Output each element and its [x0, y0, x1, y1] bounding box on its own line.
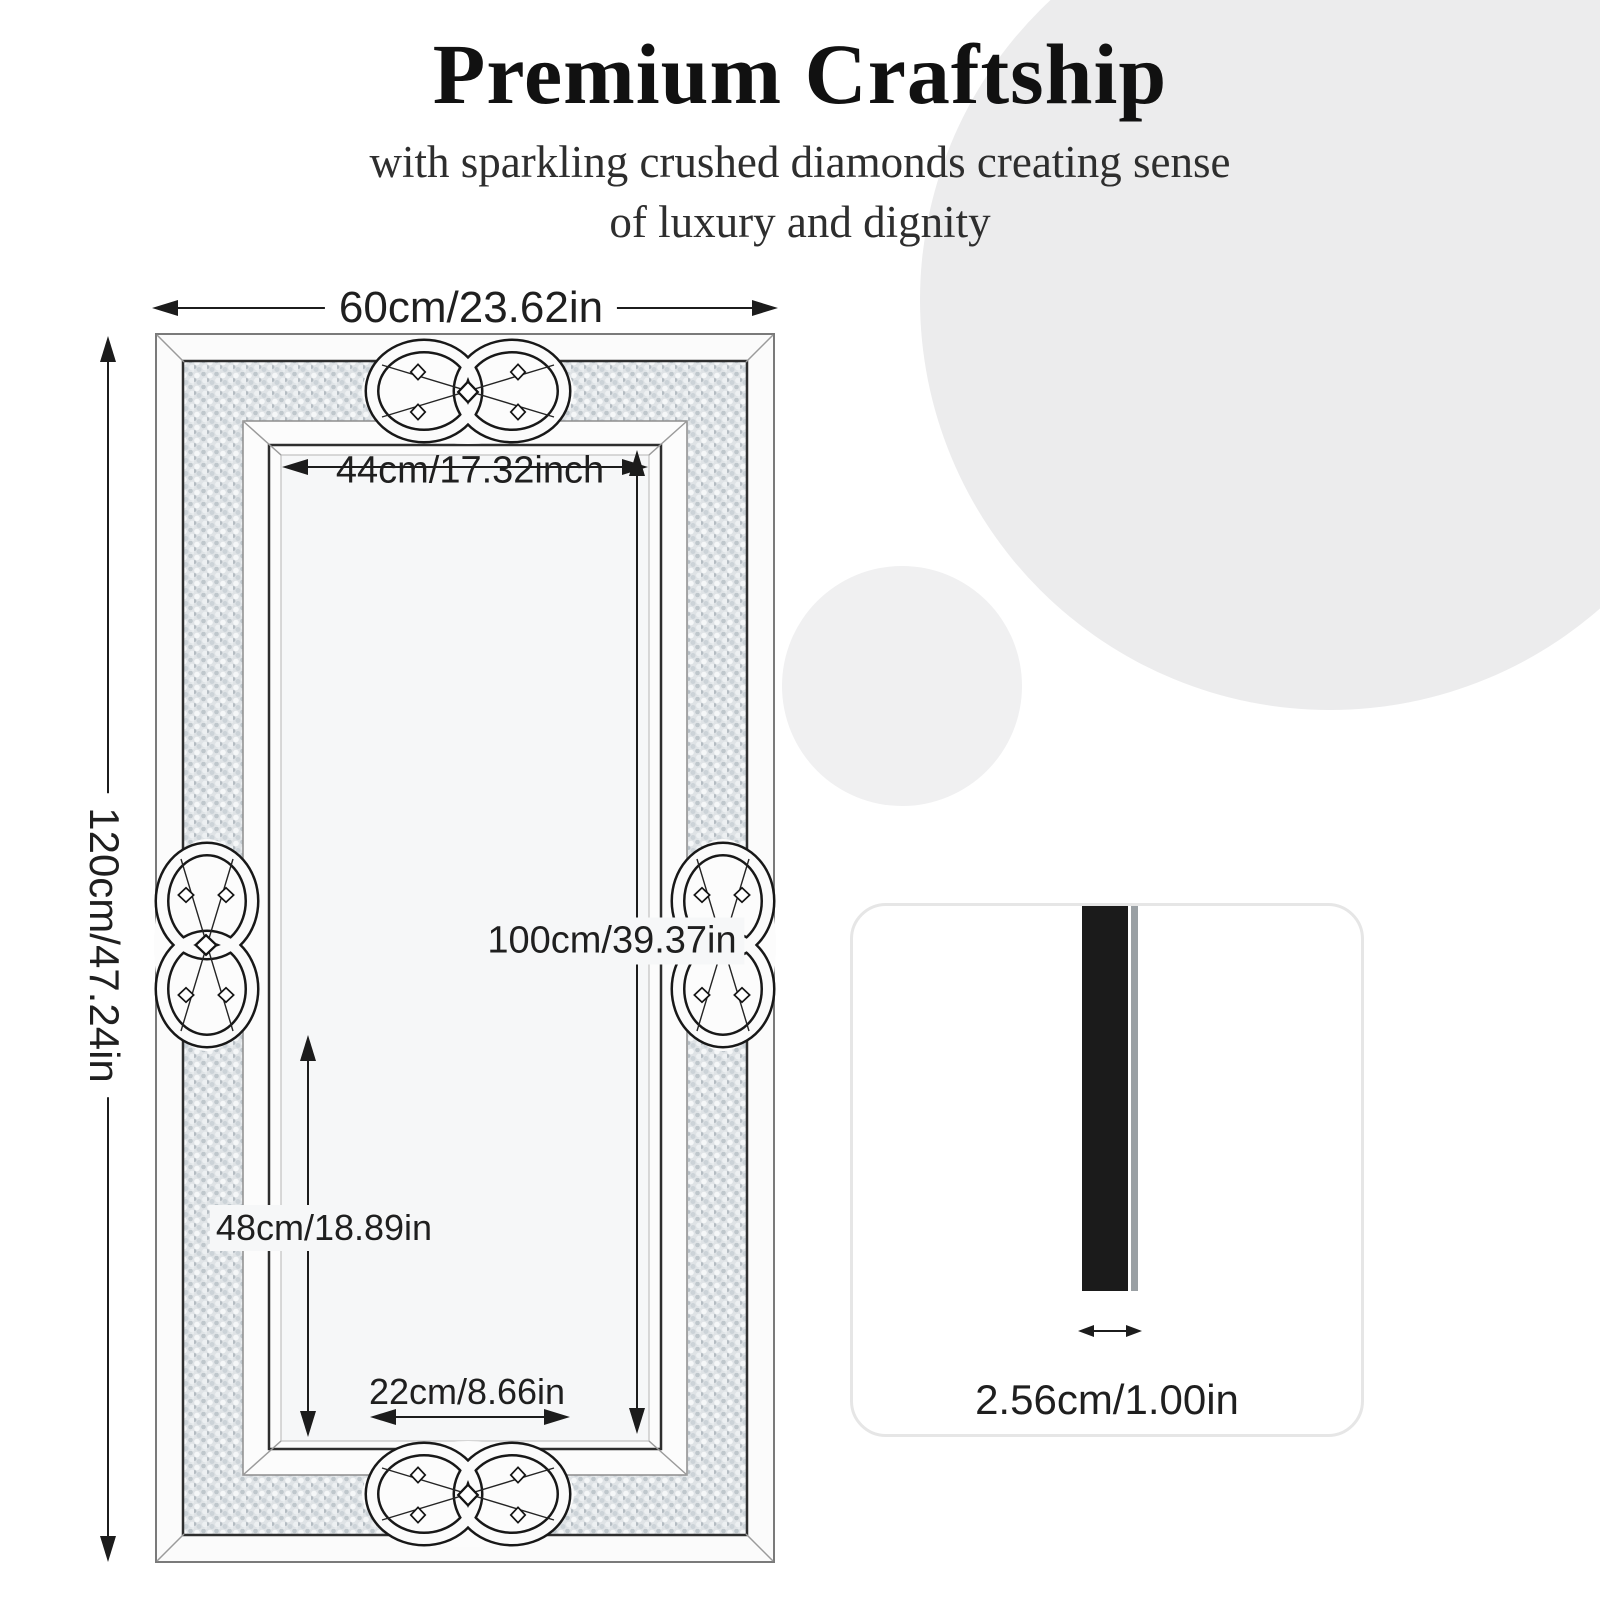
- dim-inner-height: 100cm/39.37in: [479, 918, 744, 965]
- background-circle-small: [782, 566, 1022, 806]
- celtic-knot-ornament-left: [154, 839, 260, 1051]
- thickness-bar: [1082, 906, 1138, 1291]
- thickness-bar-gray: [1131, 906, 1138, 1291]
- celtic-knot-ornament-bottom: [362, 1441, 574, 1547]
- dim-bottom-inner-width: 22cm/8.66in: [368, 1371, 566, 1412]
- subtitle-line-2: of luxury and dignity: [609, 197, 991, 247]
- dim-overall-height: 120cm/47.24in: [80, 793, 128, 1097]
- subtitle-line-1: with sparkling crushed diamonds creating sense: [369, 137, 1231, 187]
- dim-lower-inner-height: 48cm/18.89in: [210, 1205, 438, 1251]
- celtic-knot-ornament-top: [362, 338, 574, 444]
- side-profile-card: [850, 903, 1364, 1437]
- page-subtitle: [0, 132, 1600, 252]
- dim-inner-width: 44cm/17.32inch: [335, 449, 605, 492]
- page-title: Premium Craftship: [432, 26, 1168, 122]
- dim-thickness: 2.56cm/1.00in: [975, 1376, 1239, 1423]
- dim-overall-width: 60cm/23.62in: [325, 283, 617, 333]
- thickness-bar-black: [1082, 906, 1128, 1291]
